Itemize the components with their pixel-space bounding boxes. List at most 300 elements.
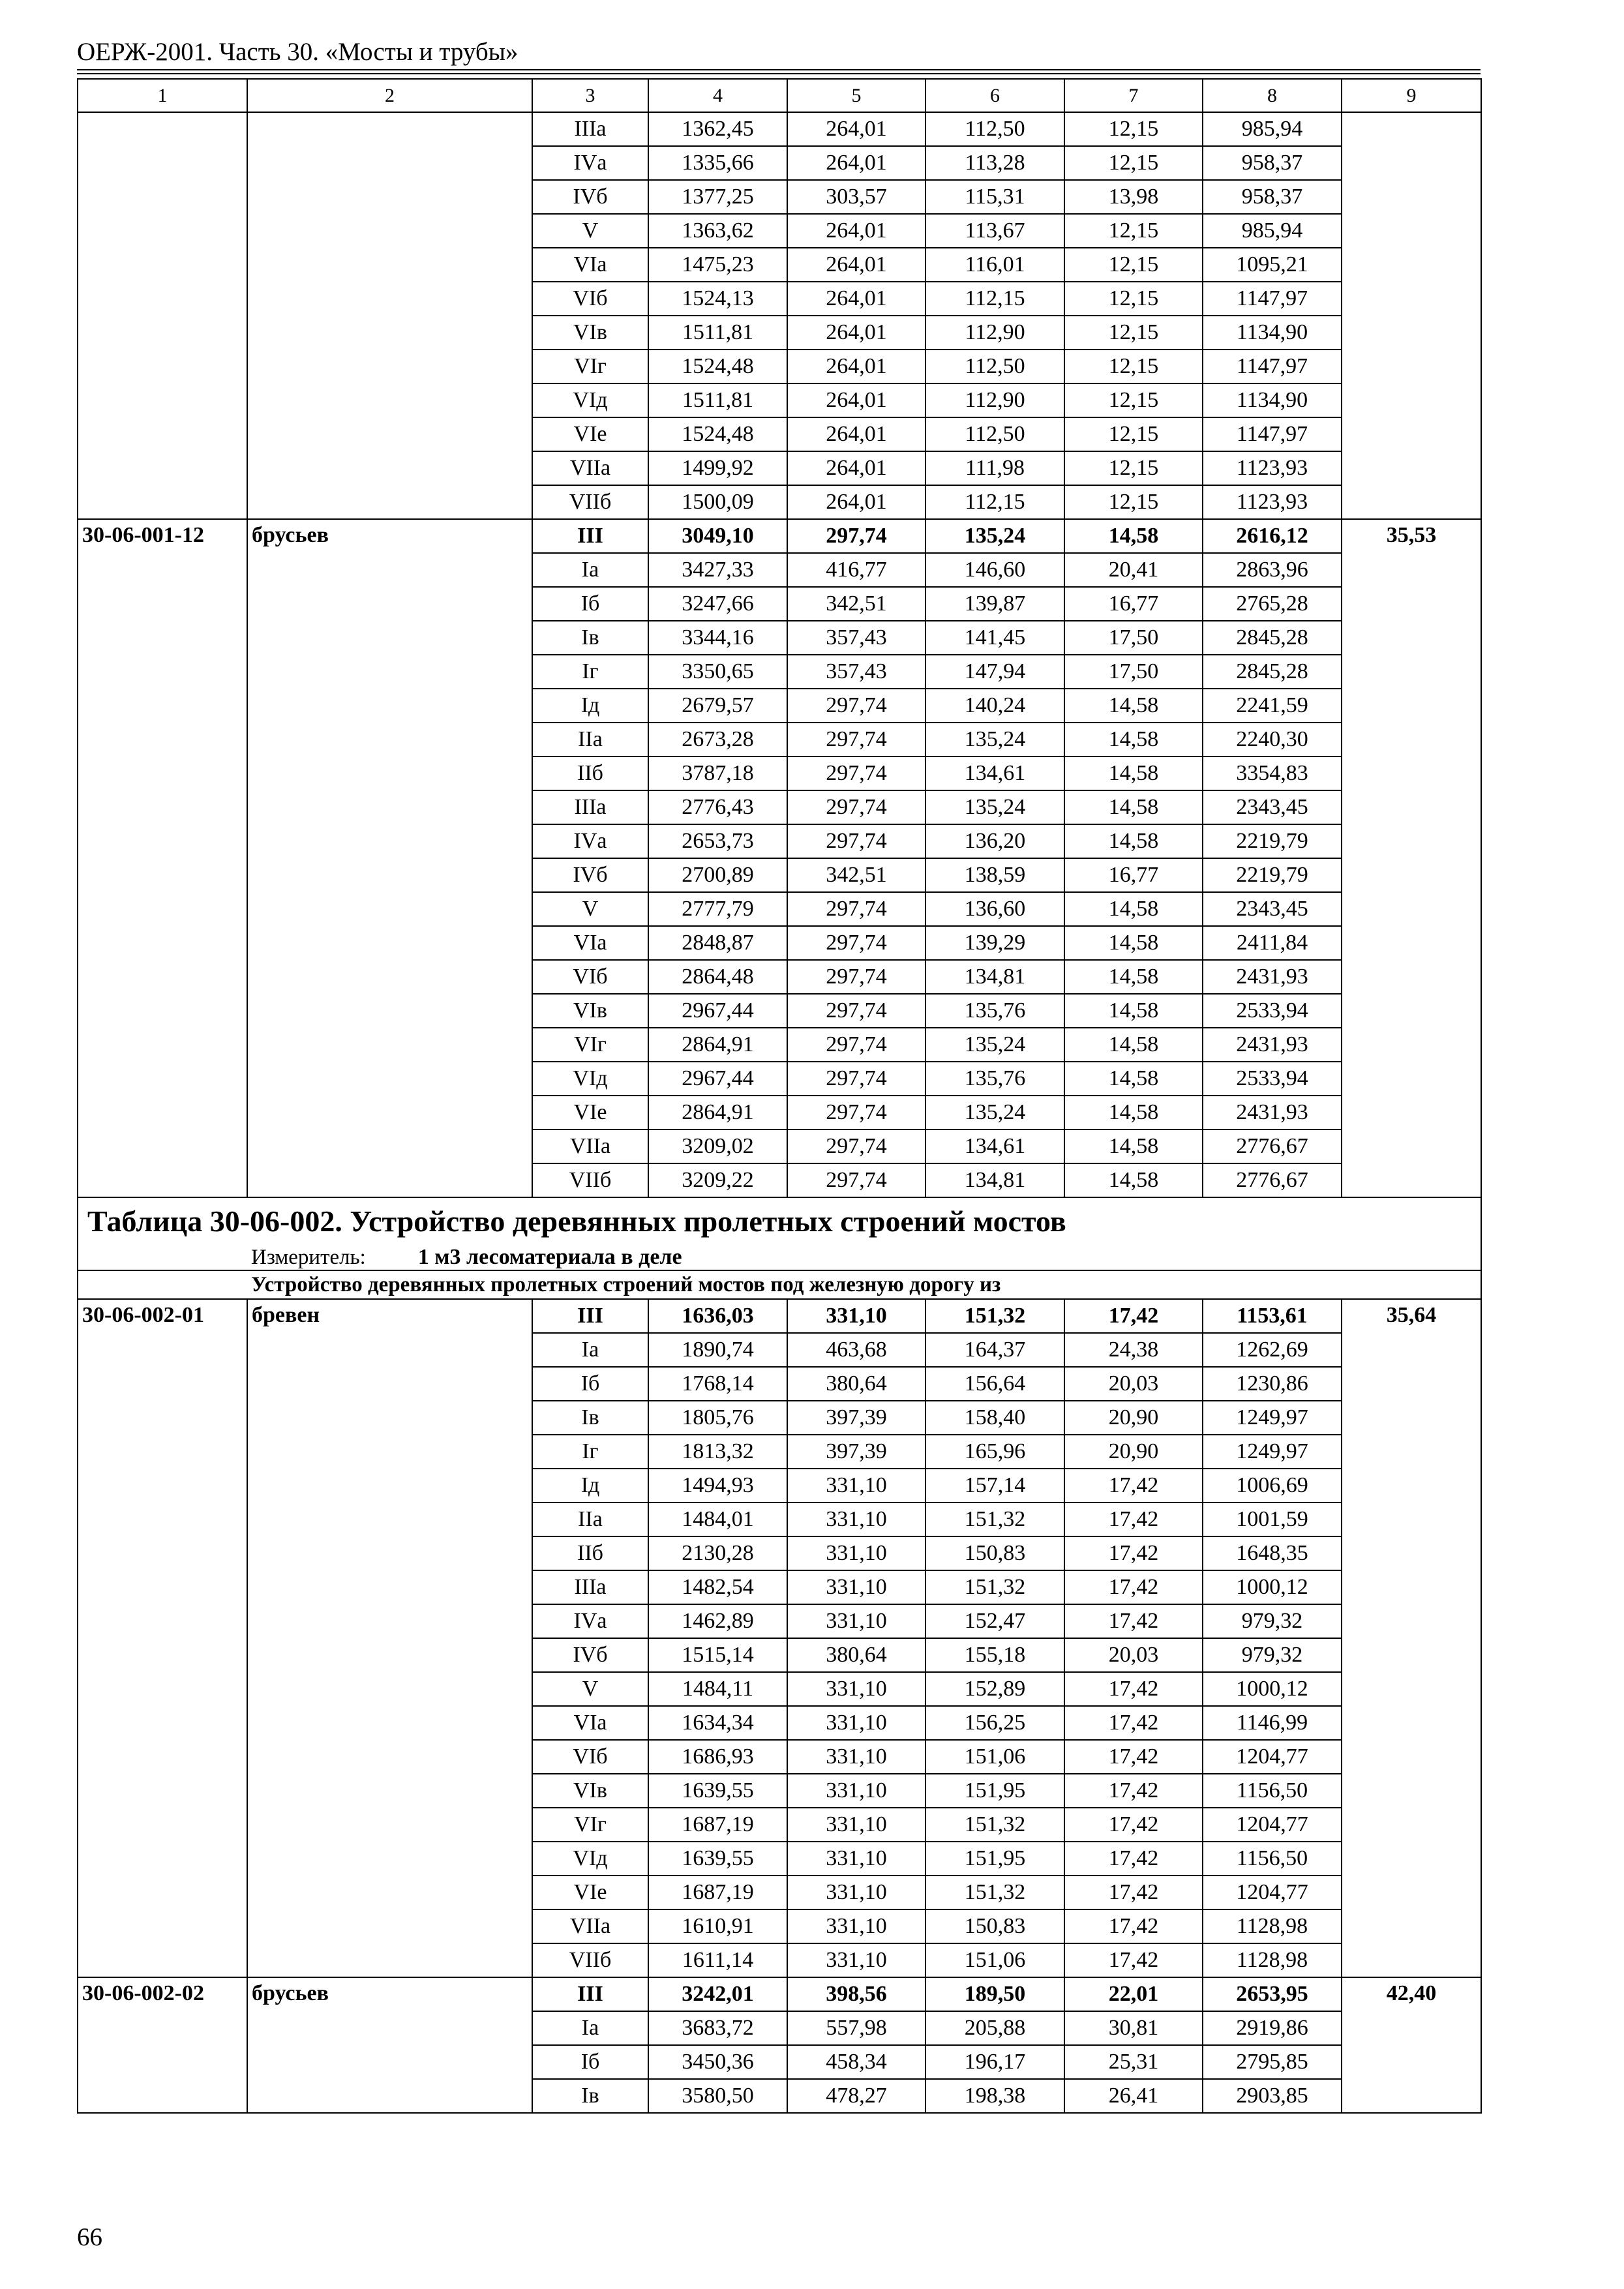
value-cell: 2533,94: [1203, 1062, 1342, 1096]
value-cell: 1000,12: [1203, 1570, 1342, 1604]
value-cell: 2845,28: [1203, 655, 1342, 689]
value-cell: 17,42: [1064, 1774, 1203, 1808]
value-cell: 3427,33: [648, 553, 787, 587]
value-cell: 2431,93: [1203, 1096, 1342, 1130]
value-cell: 24,38: [1064, 1333, 1203, 1367]
value-cell: 1147,97: [1203, 350, 1342, 383]
value-cell: 3247,66: [648, 587, 787, 621]
zone-cell: VIIа: [532, 1909, 648, 1943]
zone-cell: Iд: [532, 1469, 648, 1503]
zone-cell: VIа: [532, 926, 648, 960]
value-cell: 264,01: [787, 417, 925, 451]
value-cell: 151,32: [925, 1876, 1064, 1909]
value-cell: 3209,22: [648, 1163, 787, 1197]
value-cell: 264,01: [787, 282, 925, 316]
zone-cell: Iв: [532, 621, 648, 655]
zone-cell: VIд: [532, 1062, 648, 1096]
value-cell: 2130,28: [648, 1536, 787, 1570]
value-cell: 3242,01: [648, 1977, 787, 2011]
value-cell: 297,74: [787, 1163, 925, 1197]
value-cell: 2848,87: [648, 926, 787, 960]
value-cell: 17,42: [1064, 1672, 1203, 1706]
value-cell: 17,42: [1064, 1842, 1203, 1876]
value-cell: 985,94: [1203, 214, 1342, 248]
value-cell: 16,77: [1064, 858, 1203, 892]
value-cell: 2845,28: [1203, 621, 1342, 655]
zone-cell: VIд: [532, 383, 648, 417]
column-number: 8: [1203, 79, 1342, 112]
value-cell: 2864,48: [648, 960, 787, 994]
value-cell: 331,10: [787, 1469, 925, 1503]
value-cell: 3683,72: [648, 2011, 787, 2045]
value-cell: 2219,79: [1203, 824, 1342, 858]
value-cell: 297,74: [787, 1130, 925, 1163]
zone-cell: Iв: [532, 2079, 648, 2113]
value-cell: 331,10: [787, 1774, 925, 1808]
value-cell: 2673,28: [648, 723, 787, 756]
value-cell: 297,74: [787, 1028, 925, 1062]
zone-cell: VIе: [532, 1096, 648, 1130]
zone-cell: VIг: [532, 350, 648, 383]
value-cell: 17,42: [1064, 1536, 1203, 1570]
value-cell: 12,15: [1064, 485, 1203, 519]
zone-cell: IIIа: [532, 1570, 648, 1604]
column-number: 9: [1342, 79, 1481, 112]
meter-value: 1 м3 лесоматериала в деле: [417, 1245, 682, 1269]
value-cell: 264,01: [787, 112, 925, 146]
zone-cell: Iд: [532, 689, 648, 723]
value-cell: 478,27: [787, 2079, 925, 2113]
work-name: брусьев: [247, 1977, 532, 2113]
value-cell: 2343,45: [1203, 790, 1342, 824]
zone-cell: VIIа: [532, 1130, 648, 1163]
value-cell: 3580,50: [648, 2079, 787, 2113]
value-cell: 17,42: [1064, 1740, 1203, 1774]
value-cell: 1639,55: [648, 1774, 787, 1808]
value-cell: 14,58: [1064, 824, 1203, 858]
value-cell: 1524,48: [648, 417, 787, 451]
value-cell: 1648,35: [1203, 1536, 1342, 1570]
zone-cell: VIе: [532, 417, 648, 451]
value-cell: 380,64: [787, 1367, 925, 1401]
value-cell: 331,10: [787, 1570, 925, 1604]
value-cell: 2776,67: [1203, 1163, 1342, 1197]
value-cell: 112,50: [925, 350, 1064, 383]
value-cell: 156,25: [925, 1706, 1064, 1740]
value-cell: 12,15: [1064, 350, 1203, 383]
value-cell: 141,45: [925, 621, 1064, 655]
value-cell: 1006,69: [1203, 1469, 1342, 1503]
value-cell: 17,42: [1064, 1469, 1203, 1503]
value-cell: 2653,95: [1203, 1977, 1342, 2011]
value-cell: 25,31: [1064, 2045, 1203, 2079]
value-cell: 12,15: [1064, 316, 1203, 350]
zone-cell: IIа: [532, 1503, 648, 1536]
value-cell: 16,77: [1064, 587, 1203, 621]
zone-cell: Iа: [532, 2011, 648, 2045]
coefficient: 42,40: [1342, 1977, 1481, 2113]
page-header-title: ОЕРЖ-2001. Часть 30. «Мосты и трубы»: [77, 38, 519, 66]
value-cell: 20,90: [1064, 1401, 1203, 1435]
value-cell: 297,74: [787, 1096, 925, 1130]
value-cell: 331,10: [787, 1536, 925, 1570]
price-table: [77, 78, 1482, 2114]
zone-cell: VIб: [532, 1740, 648, 1774]
work-name: [247, 112, 532, 519]
value-cell: 14,58: [1064, 519, 1203, 553]
value-cell: 1147,97: [1203, 417, 1342, 451]
value-cell: 14,58: [1064, 1163, 1203, 1197]
value-cell: 1123,93: [1203, 485, 1342, 519]
value-cell: 1768,14: [648, 1367, 787, 1401]
value-cell: 1634,34: [648, 1706, 787, 1740]
value-cell: 357,43: [787, 621, 925, 655]
value-cell: 1204,77: [1203, 1876, 1342, 1909]
value-cell: 380,64: [787, 1638, 925, 1672]
value-cell: 1204,77: [1203, 1808, 1342, 1842]
value-cell: 139,87: [925, 587, 1064, 621]
value-cell: 17,42: [1064, 1943, 1203, 1977]
zone-cell: IIб: [532, 1536, 648, 1570]
value-cell: 3450,36: [648, 2045, 787, 2079]
value-cell: 14,58: [1064, 1130, 1203, 1163]
value-cell: 3350,65: [648, 655, 787, 689]
zone-cell: IVб: [532, 1638, 648, 1672]
value-cell: 12,15: [1064, 248, 1203, 282]
value-cell: 463,68: [787, 1333, 925, 1367]
zone-cell: Iг: [532, 1435, 648, 1469]
value-cell: 17,50: [1064, 621, 1203, 655]
value-cell: 1484,01: [648, 1503, 787, 1536]
zone-cell: IVб: [532, 180, 648, 214]
value-cell: 14,58: [1064, 994, 1203, 1028]
value-cell: 14,58: [1064, 723, 1203, 756]
zone-cell: VIг: [532, 1808, 648, 1842]
value-cell: 17,42: [1064, 1808, 1203, 1842]
value-cell: 14,58: [1064, 689, 1203, 723]
value-cell: 151,06: [925, 1740, 1064, 1774]
value-cell: 17,42: [1064, 1876, 1203, 1909]
value-cell: 1362,45: [648, 112, 787, 146]
value-cell: 264,01: [787, 383, 925, 417]
value-cell: 146,60: [925, 553, 1064, 587]
value-cell: 1000,12: [1203, 1672, 1342, 1706]
value-cell: 112,15: [925, 282, 1064, 316]
value-cell: 1636,03: [648, 1299, 787, 1333]
value-cell: 134,81: [925, 1163, 1064, 1197]
value-cell: 151,06: [925, 1943, 1064, 1977]
value-cell: 147,94: [925, 655, 1064, 689]
value-cell: 1001,59: [1203, 1503, 1342, 1536]
value-cell: 189,50: [925, 1977, 1064, 2011]
value-cell: 198,38: [925, 2079, 1064, 2113]
value-cell: 297,74: [787, 1062, 925, 1096]
value-cell: 1805,76: [648, 1401, 787, 1435]
value-cell: 134,81: [925, 960, 1064, 994]
value-cell: 138,59: [925, 858, 1064, 892]
header-rule: [77, 69, 1481, 70]
zone-cell: IIа: [532, 723, 648, 756]
zone-cell: VIд: [532, 1842, 648, 1876]
value-cell: 2431,93: [1203, 1028, 1342, 1062]
value-cell: 12,15: [1064, 214, 1203, 248]
value-cell: 2776,67: [1203, 1130, 1342, 1163]
work-name: бревен: [247, 1299, 532, 1977]
value-cell: 1249,97: [1203, 1435, 1342, 1469]
value-cell: 264,01: [787, 316, 925, 350]
zone-cell: VIб: [532, 282, 648, 316]
column-number: 2: [247, 79, 532, 112]
page-number: 66: [77, 2223, 102, 2251]
zone-cell: VIIб: [532, 485, 648, 519]
value-cell: 14,58: [1064, 926, 1203, 960]
value-cell: 112,90: [925, 316, 1064, 350]
value-cell: 1153,61: [1203, 1299, 1342, 1333]
value-cell: 14,58: [1064, 1028, 1203, 1062]
work-name: брусьев: [247, 519, 532, 1197]
value-cell: 979,32: [1203, 1604, 1342, 1638]
value-cell: 331,10: [787, 1740, 925, 1774]
zone-cell: V: [532, 214, 648, 248]
value-cell: 135,24: [925, 1028, 1064, 1062]
zone-cell: IIIа: [532, 790, 648, 824]
value-cell: 331,10: [787, 1842, 925, 1876]
value-cell: 2616,12: [1203, 519, 1342, 553]
value-cell: 12,15: [1064, 146, 1203, 180]
value-cell: 1511,81: [648, 316, 787, 350]
coefficient: 35,64: [1342, 1299, 1481, 1977]
value-cell: 2431,93: [1203, 960, 1342, 994]
value-cell: 1890,74: [648, 1333, 787, 1367]
zone-cell: VIг: [532, 1028, 648, 1062]
value-cell: 1146,99: [1203, 1706, 1342, 1740]
value-cell: 397,39: [787, 1435, 925, 1469]
zone-cell: VIб: [532, 960, 648, 994]
value-cell: 331,10: [787, 1299, 925, 1333]
value-cell: 331,10: [787, 1672, 925, 1706]
zone-cell: VIе: [532, 1876, 648, 1909]
value-cell: 22,01: [1064, 1977, 1203, 2011]
value-cell: 112,15: [925, 485, 1064, 519]
value-cell: 264,01: [787, 248, 925, 282]
value-cell: 264,01: [787, 451, 925, 485]
table-row: [78, 1977, 1481, 2011]
value-cell: 20,90: [1064, 1435, 1203, 1469]
zone-cell: VIIб: [532, 1943, 648, 1977]
value-cell: 165,96: [925, 1435, 1064, 1469]
zone-cell: III: [532, 519, 648, 553]
value-cell: 151,32: [925, 1808, 1064, 1842]
zone-cell: VIа: [532, 248, 648, 282]
column-number: 7: [1064, 79, 1203, 112]
value-cell: 2343,45: [1203, 892, 1342, 926]
value-cell: 1499,92: [648, 451, 787, 485]
value-cell: 2700,89: [648, 858, 787, 892]
value-cell: 20,41: [1064, 553, 1203, 587]
zone-cell: IVа: [532, 824, 648, 858]
value-cell: 297,74: [787, 926, 925, 960]
zone-cell: Iа: [532, 1333, 648, 1367]
table-row: [78, 1299, 1481, 1333]
value-cell: 112,50: [925, 417, 1064, 451]
value-cell: 134,61: [925, 756, 1064, 790]
value-cell: 1687,19: [648, 1876, 787, 1909]
value-cell: 151,32: [925, 1570, 1064, 1604]
value-cell: 14,58: [1064, 790, 1203, 824]
value-cell: 1500,09: [648, 485, 787, 519]
value-cell: 2967,44: [648, 994, 787, 1028]
column-number: 3: [532, 79, 648, 112]
value-cell: 12,15: [1064, 451, 1203, 485]
value-cell: 1134,90: [1203, 316, 1342, 350]
value-cell: 115,31: [925, 180, 1064, 214]
value-cell: 1134,90: [1203, 383, 1342, 417]
value-cell: 113,28: [925, 146, 1064, 180]
value-cell: 2679,57: [648, 689, 787, 723]
value-cell: 14,58: [1064, 1062, 1203, 1096]
value-cell: 297,74: [787, 756, 925, 790]
value-cell: 2863,96: [1203, 553, 1342, 587]
value-cell: 297,74: [787, 892, 925, 926]
value-cell: 3344,16: [648, 621, 787, 655]
value-cell: 458,34: [787, 2045, 925, 2079]
meter-label: Измеритель:: [251, 1246, 366, 1269]
value-cell: 152,47: [925, 1604, 1064, 1638]
value-cell: 26,41: [1064, 2079, 1203, 2113]
value-cell: 17,42: [1064, 1503, 1203, 1536]
value-cell: 20,03: [1064, 1638, 1203, 1672]
value-cell: 264,01: [787, 350, 925, 383]
value-cell: 331,10: [787, 1503, 925, 1536]
zone-cell: III: [532, 1299, 648, 1333]
value-cell: 2919,86: [1203, 2011, 1342, 2045]
table-row: [78, 112, 1481, 146]
table-row: [78, 519, 1481, 553]
value-cell: 2776,43: [648, 790, 787, 824]
value-cell: 1363,62: [648, 214, 787, 248]
column-number: 6: [925, 79, 1064, 112]
zone-cell: V: [532, 1672, 648, 1706]
value-cell: 557,98: [787, 2011, 925, 2045]
value-cell: 2241,59: [1203, 689, 1342, 723]
column-number-row: [78, 79, 1481, 112]
rate-code: [78, 112, 247, 519]
value-cell: 12,15: [1064, 282, 1203, 316]
header-rule: [77, 73, 1481, 74]
value-cell: 297,74: [787, 960, 925, 994]
value-cell: 397,39: [787, 1401, 925, 1435]
value-cell: 151,32: [925, 1299, 1064, 1333]
zone-cell: VIв: [532, 1774, 648, 1808]
value-cell: 1156,50: [1203, 1774, 1342, 1808]
value-cell: 158,40: [925, 1401, 1064, 1435]
zone-cell: Iг: [532, 655, 648, 689]
value-cell: 12,15: [1064, 383, 1203, 417]
value-cell: 1686,93: [648, 1740, 787, 1774]
value-cell: 1335,66: [648, 146, 787, 180]
value-cell: 1524,48: [648, 350, 787, 383]
value-cell: 1156,50: [1203, 1842, 1342, 1876]
column-number: 5: [787, 79, 925, 112]
value-cell: 13,98: [1064, 180, 1203, 214]
value-cell: 156,64: [925, 1367, 1064, 1401]
meter-row: [78, 1245, 1481, 1270]
value-cell: 297,74: [787, 689, 925, 723]
value-cell: 140,24: [925, 689, 1064, 723]
value-cell: 1128,98: [1203, 1943, 1342, 1977]
value-cell: 1639,55: [648, 1842, 787, 1876]
column-number: 4: [648, 79, 787, 112]
value-cell: 1611,14: [648, 1943, 787, 1977]
value-cell: 3354,83: [1203, 756, 1342, 790]
zone-cell: IIб: [532, 756, 648, 790]
value-cell: 136,20: [925, 824, 1064, 858]
table-title-row: [78, 1197, 1481, 1245]
value-cell: 2777,79: [648, 892, 787, 926]
zone-cell: IIIа: [532, 112, 648, 146]
value-cell: 1484,11: [648, 1672, 787, 1706]
value-cell: 1813,32: [648, 1435, 787, 1469]
value-cell: 297,74: [787, 723, 925, 756]
value-cell: 1123,93: [1203, 451, 1342, 485]
value-cell: 2765,28: [1203, 587, 1342, 621]
value-cell: 1462,89: [648, 1604, 787, 1638]
value-cell: 157,14: [925, 1469, 1064, 1503]
zone-cell: Iб: [532, 2045, 648, 2079]
value-cell: 1230,86: [1203, 1367, 1342, 1401]
value-cell: 14,58: [1064, 892, 1203, 926]
rate-code: 30-06-002-01: [78, 1299, 247, 1977]
value-cell: 264,01: [787, 214, 925, 248]
value-cell: 297,74: [787, 994, 925, 1028]
value-cell: 1475,23: [648, 248, 787, 282]
value-cell: 151,95: [925, 1842, 1064, 1876]
value-cell: 155,18: [925, 1638, 1064, 1672]
value-cell: 2967,44: [648, 1062, 787, 1096]
zone-cell: VIа: [532, 1706, 648, 1740]
value-cell: 1515,14: [648, 1638, 787, 1672]
value-cell: 135,76: [925, 1062, 1064, 1096]
value-cell: 303,57: [787, 180, 925, 214]
value-cell: 958,37: [1203, 180, 1342, 214]
rate-code: 30-06-002-02: [78, 1977, 247, 2113]
zone-cell: VIв: [532, 994, 648, 1028]
value-cell: 12,15: [1064, 417, 1203, 451]
value-cell: 3209,02: [648, 1130, 787, 1163]
value-cell: 297,74: [787, 790, 925, 824]
zone-cell: III: [532, 1977, 648, 2011]
value-cell: 331,10: [787, 1876, 925, 1909]
value-cell: 112,90: [925, 383, 1064, 417]
value-cell: 357,43: [787, 655, 925, 689]
value-cell: 151,95: [925, 1774, 1064, 1808]
value-cell: 1377,25: [648, 180, 787, 214]
value-cell: 111,98: [925, 451, 1064, 485]
value-cell: 297,74: [787, 824, 925, 858]
value-cell: 3049,10: [648, 519, 787, 553]
value-cell: 2240,30: [1203, 723, 1342, 756]
value-cell: 1494,93: [648, 1469, 787, 1503]
value-cell: 135,24: [925, 1096, 1064, 1130]
value-cell: 136,60: [925, 892, 1064, 926]
value-cell: 2411,84: [1203, 926, 1342, 960]
value-cell: 264,01: [787, 485, 925, 519]
value-cell: 1262,69: [1203, 1333, 1342, 1367]
value-cell: 112,50: [925, 112, 1064, 146]
value-cell: 1204,77: [1203, 1740, 1342, 1774]
value-cell: 2653,73: [648, 824, 787, 858]
zone-cell: VIIб: [532, 1163, 648, 1197]
